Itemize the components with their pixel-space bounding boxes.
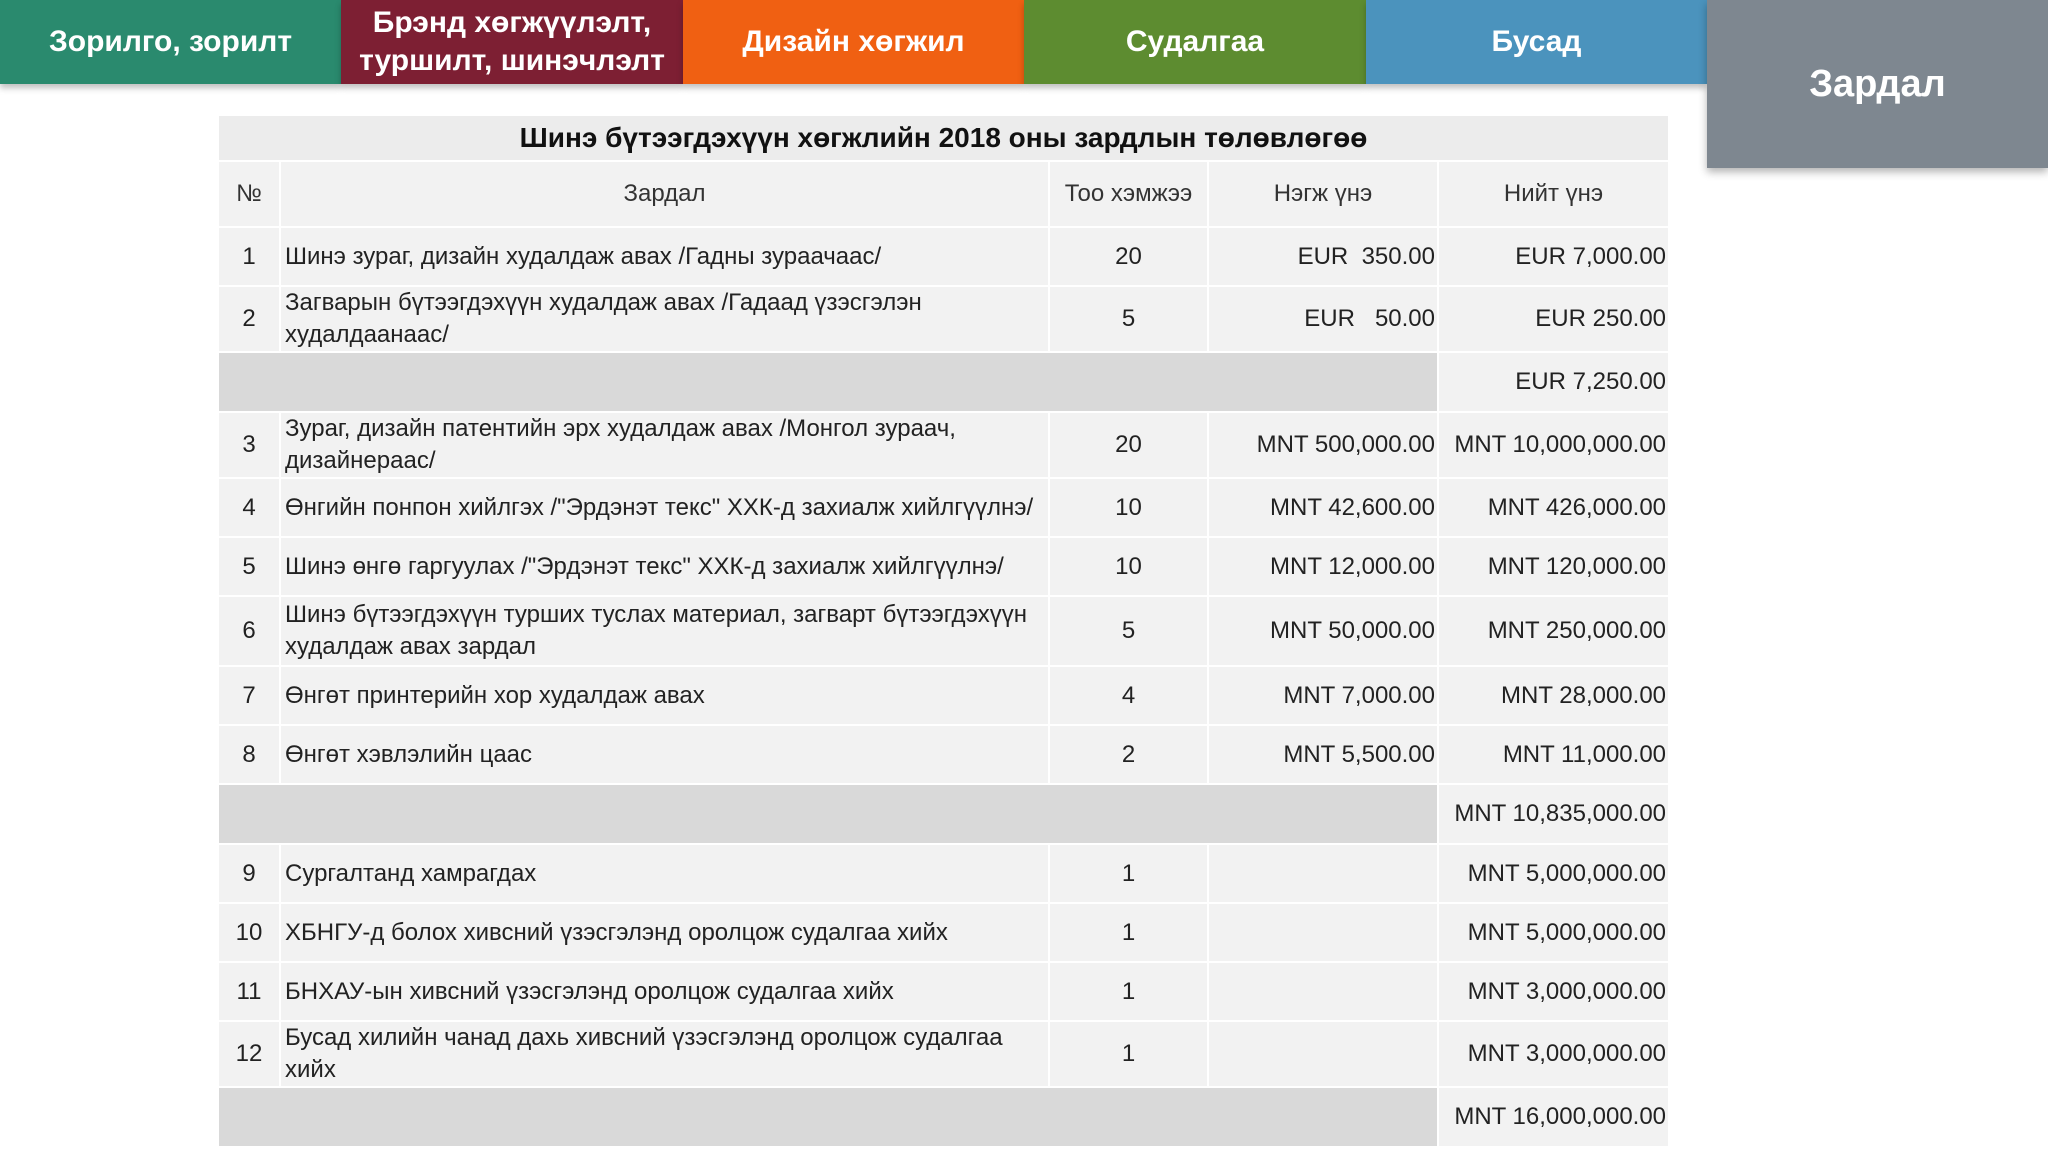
row-number: 3 [219,412,280,478]
row-item: Өнгийн понпон хийлгэх /"Эрдэнэт текс" ХХК-д захиалж хийлгүүлнэ/ [280,478,1049,537]
row-total: MNT 11,000.00 [1438,725,1669,784]
table-title: Шинэ бүтээгдэхүүн хөгжлийн 2018 оны зардлын төлөвлөгөө [219,116,1669,161]
row-total: MNT 3,000,000.00 [1438,1021,1669,1087]
table-row [219,412,1669,478]
subtotal-row [219,352,1669,412]
row-unit-price [1208,1021,1438,1087]
row-unit-price: MNT 50,000.00 [1208,596,1438,666]
table-row [219,537,1669,596]
row-total: MNT 5,000,000.00 [1438,844,1669,903]
tab-research[interactable] [1024,0,1366,84]
row-unit-price: MNT 500,000.00 [1208,412,1438,478]
table-row [219,725,1669,784]
row-total: MNT 5,000,000.00 [1438,903,1669,962]
row-item: Сургалтанд хамрагдах [280,844,1049,903]
row-total: MNT 28,000.00 [1438,666,1669,725]
row-item: Шинэ бүтээгдэхүүн турших туслах материал, загварт бүтээгдэхүүн худалдаж авах зардал [280,596,1049,666]
row-quantity: 20 [1049,412,1208,478]
table-row [219,962,1669,1021]
table-row [219,666,1669,725]
row-number: 10 [219,903,280,962]
table-row [219,286,1669,352]
row-number: 6 [219,596,280,666]
column-header-unit-price: Нэгж үнэ [1208,161,1438,227]
row-total: EUR 250.00 [1438,286,1669,352]
row-quantity: 4 [1049,666,1208,725]
row-unit-price: EUR 350.00 [1208,227,1438,286]
row-quantity: 1 [1049,1021,1208,1087]
table-row [219,227,1669,286]
row-number: 8 [219,725,280,784]
tab-other[interactable] [1366,0,1707,84]
budget-table [219,116,1670,1148]
row-quantity: 5 [1049,596,1208,666]
tab-expenses-active[interactable] [1707,0,2048,168]
row-unit-price [1208,962,1438,1021]
subtotal-spacer [219,784,1438,844]
subtotal-value: EUR 7,250.00 [1438,352,1669,412]
row-item: Загварын бүтээгдэхүүн худалдаж авах /Гадаад үзэсгэлэн худалдаанаас/ [280,286,1049,352]
row-quantity: 1 [1049,962,1208,1021]
row-number: 12 [219,1021,280,1087]
row-unit-price: MNT 7,000.00 [1208,666,1438,725]
row-quantity: 5 [1049,286,1208,352]
row-unit-price: MNT 42,600.00 [1208,478,1438,537]
table-row [219,596,1669,666]
row-total: MNT 250,000.00 [1438,596,1669,666]
table-row [219,844,1669,903]
row-unit-price: EUR 50.00 [1208,286,1438,352]
row-item: Өнгөт принтерийн хор худалдаж авах [280,666,1049,725]
subtotal-value: MNT 16,000,000.00 [1438,1087,1669,1147]
row-quantity: 2 [1049,725,1208,784]
table-body [219,227,1669,1147]
tab-label: Дизайн хөгжил [742,25,965,58]
tab-label: Брэнд хөгжүүлэлт, туршилт, шинэчлэлт [359,6,665,77]
tab-label: Бусад [1491,25,1582,58]
row-number: 4 [219,478,280,537]
row-number: 9 [219,844,280,903]
table-row [219,1021,1669,1087]
tab-brand-development[interactable] [341,0,683,84]
row-quantity: 20 [1049,227,1208,286]
row-total: MNT 426,000.00 [1438,478,1669,537]
subtotal-spacer [219,1087,1438,1147]
row-unit-price: MNT 12,000.00 [1208,537,1438,596]
row-total: EUR 7,000.00 [1438,227,1669,286]
row-number: 5 [219,537,280,596]
column-header-total: Нийт үнэ [1438,161,1669,227]
row-number: 7 [219,666,280,725]
row-quantity: 1 [1049,903,1208,962]
row-unit-price [1208,844,1438,903]
row-quantity: 10 [1049,478,1208,537]
row-number: 2 [219,286,280,352]
row-total: MNT 120,000.00 [1438,537,1669,596]
subtotal-spacer [219,352,1438,412]
subtotal-row [219,784,1669,844]
row-number: 1 [219,227,280,286]
tab-goals[interactable] [0,0,341,84]
row-item: Зураг, дизайн патентийн эрх худалдаж авах /Монгол зураач, дизайнераас/ [280,412,1049,478]
row-item: Бусад хилийн чанад дахь хивсний үзэсгэлэнд оролцож судалгаа хийх [280,1021,1049,1087]
row-quantity: 10 [1049,537,1208,596]
subtotal-value: MNT 10,835,000.00 [1438,784,1669,844]
table-row [219,478,1669,537]
table-row [219,903,1669,962]
column-header-item: Зардал [280,161,1049,227]
row-item: Өнгөт хэвлэлийн цаас [280,725,1049,784]
row-total: MNT 10,000,000.00 [1438,412,1669,478]
column-header-number: № [219,161,280,227]
tab-label: Зардал [1809,62,1946,105]
row-item: Шинэ өнгө гаргуулах /"Эрдэнэт текс" ХХК-д захиалж хийлгүүлнэ/ [280,537,1049,596]
table-header-row [219,161,1669,227]
row-item: Шинэ зураг, дизайн худалдаж авах /Гадны зураачаас/ [280,227,1049,286]
column-header-quantity: Тоо хэмжээ [1049,161,1208,227]
tab-label: Судалгаа [1125,25,1265,58]
row-number: 11 [219,962,280,1021]
row-item: БНХАУ-ын хивсний үзэсгэлэнд оролцож судалгаа хийх [280,962,1049,1021]
tab-design-development[interactable] [683,0,1024,84]
table-title-row [219,116,1669,161]
subtotal-row [219,1087,1669,1147]
row-unit-price [1208,903,1438,962]
row-quantity: 1 [1049,844,1208,903]
row-unit-price: MNT 5,500.00 [1208,725,1438,784]
tab-label: Зорилго, зорилт [48,25,293,58]
row-total: MNT 3,000,000.00 [1438,962,1669,1021]
row-item: ХБНГУ-д болох хивсний үзэсгэлэнд оролцож судалгаа хийх [280,903,1049,962]
